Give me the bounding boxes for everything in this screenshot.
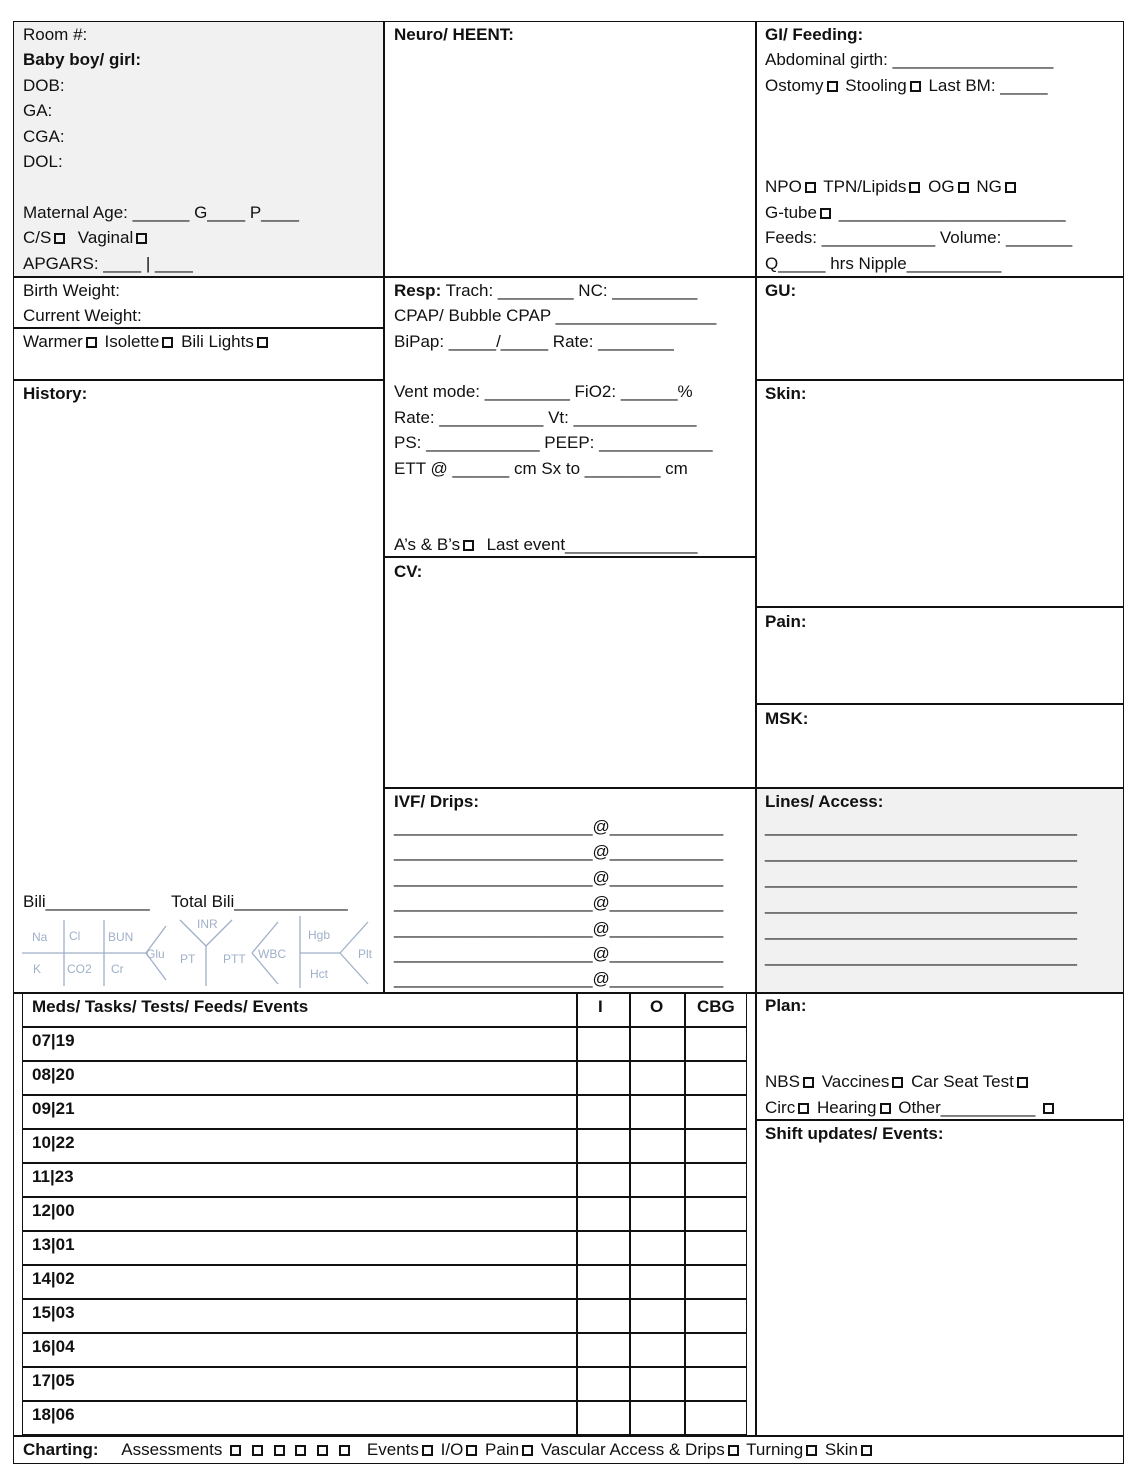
- assessment-checkbox[interactable]: [230, 1445, 241, 1456]
- skin-title: Skin:: [765, 384, 807, 403]
- vascular-checkbox[interactable]: [728, 1445, 739, 1456]
- gtube-label: G-tube: [765, 203, 817, 222]
- ivf-line[interactable]: _____________________@____________: [394, 842, 724, 861]
- turning-label: Turning: [746, 1440, 804, 1459]
- ga-label: GA:: [23, 101, 53, 120]
- divider-h-msk: [755, 703, 1124, 705]
- divider-h-history: [13, 379, 384, 381]
- gtube-checkbox[interactable]: [820, 208, 831, 219]
- car-seat-checkbox[interactable]: [1017, 1077, 1028, 1088]
- meds-row-line: [22, 1230, 747, 1232]
- gu-title: GU:: [765, 281, 797, 300]
- as-bs-label: A’s & B’s: [394, 535, 461, 554]
- divider-h-row1: [13, 276, 1124, 278]
- lab-na: Na: [32, 930, 48, 944]
- time-row-label: 15|03: [32, 1303, 75, 1322]
- ng-label: NG: [976, 177, 1002, 196]
- stooling-label: Stooling: [845, 76, 907, 95]
- warmer-label: Warmer: [23, 332, 83, 351]
- meds-row-line: [22, 1060, 747, 1062]
- time-row-label: 17|05: [32, 1371, 75, 1390]
- meds-col-o: O: [650, 997, 664, 1016]
- divider-h-cv: [383, 556, 756, 558]
- ivf-line[interactable]: _____________________@____________: [394, 919, 724, 938]
- ostomy-row: [765, 76, 1048, 96]
- maternal-age-field[interactable]: Maternal Age: ______ G____ P____: [23, 203, 299, 222]
- tpn-checkbox[interactable]: [909, 182, 920, 193]
- ostomy-label: Ostomy: [765, 76, 824, 95]
- cga-label: CGA:: [23, 127, 65, 146]
- history-title: History:: [23, 384, 88, 403]
- rate-vt-field[interactable]: Rate: ___________ Vt: _____________: [394, 408, 697, 427]
- pain-checkbox[interactable]: [522, 1445, 533, 1456]
- plan-row-1: [765, 1072, 1031, 1092]
- npo-checkbox[interactable]: [805, 182, 816, 193]
- circ-label: Circ: [765, 1098, 796, 1117]
- lab-hct: Hct: [310, 967, 328, 981]
- nbs-checkbox[interactable]: [803, 1077, 814, 1088]
- apgars-field[interactable]: APGARS: ____ | ____: [23, 254, 193, 273]
- last-bm-field[interactable]: Last BM: _____: [928, 76, 1048, 95]
- car-seat-label: Car Seat Test: [911, 1072, 1014, 1091]
- resp-title: Resp:: [394, 281, 442, 300]
- lab-fishbone-diagram: [18, 914, 380, 990]
- feeding-route-row: [765, 177, 1019, 197]
- ett-field[interactable]: ETT @ ______ cm Sx to ________ cm: [394, 459, 688, 478]
- ivf-line[interactable]: _____________________@____________: [394, 817, 724, 836]
- npo-label: NPO: [765, 177, 802, 196]
- dob-label: DOB:: [23, 76, 65, 95]
- room-label: Room #:: [23, 25, 88, 44]
- assessment-checkbox[interactable]: [317, 1445, 328, 1456]
- time-row-label: 18|06: [32, 1405, 75, 1424]
- meds-row-line: [22, 1400, 747, 1402]
- meds-row-line: [22, 1162, 747, 1164]
- time-row-label: 11|23: [32, 1167, 74, 1186]
- divider-h-skin: [755, 379, 1124, 381]
- isolette-checkbox[interactable]: [162, 337, 173, 348]
- cs-checkbox[interactable]: [54, 233, 65, 244]
- og-label: OG: [928, 177, 955, 196]
- divider-h-charting: [13, 1435, 1124, 1437]
- as-bs-checkbox[interactable]: [463, 540, 474, 551]
- lab-plt: Plt: [358, 947, 373, 961]
- abdominal-girth-field[interactable]: Abdominal girth: _________________: [765, 50, 1054, 69]
- trach-nc-field[interactable]: Trach: ________ NC: _________: [445, 281, 698, 300]
- lines-access-line[interactable]: _________________________________: [765, 843, 1078, 862]
- divider-h-weight: [13, 327, 384, 329]
- frequency-nipple-field[interactable]: Q_____ hrs Nipple__________: [765, 254, 1002, 273]
- lines-access-title: Lines/ Access:: [765, 792, 884, 811]
- vaccines-label: Vaccines: [821, 1072, 890, 1091]
- time-row-label: 14|02: [32, 1269, 75, 1288]
- assessment-checkbox[interactable]: [295, 1445, 306, 1456]
- cpap-field[interactable]: CPAP/ Bubble CPAP _________________: [394, 306, 717, 325]
- lab-co2: CO2: [67, 962, 92, 976]
- shift-updates-title: Shift updates/ Events:: [765, 1124, 944, 1143]
- vaginal-label: Vaginal: [77, 228, 134, 247]
- time-row-label: 09|21: [32, 1099, 75, 1118]
- skin-charting-label: Skin: [824, 1440, 858, 1459]
- warmer-checkbox[interactable]: [86, 337, 97, 348]
- time-row-label: 08|20: [32, 1065, 75, 1084]
- plan-title: Plan:: [765, 996, 807, 1015]
- lines-access-line[interactable]: _________________________________: [765, 947, 1078, 966]
- time-row-label: 07|19: [32, 1031, 75, 1050]
- meds-row-line: [22, 1196, 747, 1198]
- lines-access-line[interactable]: _________________________________: [765, 817, 1078, 836]
- pain-title: Pain:: [765, 612, 807, 631]
- turning-checkbox[interactable]: [806, 1445, 817, 1456]
- events-label: Events: [366, 1440, 419, 1459]
- meds-row-line: [22, 1332, 747, 1334]
- tpn-label: TPN/Lipids: [823, 177, 907, 196]
- meds-row-line: [22, 1026, 747, 1028]
- dol-label: DOL:: [23, 152, 63, 171]
- assessment-checkbox[interactable]: [252, 1445, 263, 1456]
- meds-row-line: [22, 1264, 747, 1266]
- as-bs-row: [394, 535, 697, 555]
- total-bili-field[interactable]: Total Bili____________: [171, 892, 348, 911]
- lab-ptt: PTT: [223, 952, 246, 966]
- pain-charting-label: Pain: [485, 1440, 520, 1459]
- vaccines-checkbox[interactable]: [892, 1077, 903, 1088]
- meds-row-line: [22, 1094, 747, 1096]
- io-label: I/O: [440, 1440, 464, 1459]
- current-weight-label: Current Weight:: [23, 306, 142, 325]
- charting-row: [23, 1440, 875, 1460]
- bili-lights-checkbox[interactable]: [257, 337, 268, 348]
- plan-row-2: [765, 1098, 1057, 1118]
- warmer-row: [23, 332, 271, 352]
- lab-wbc: WBC: [258, 947, 286, 961]
- vaginal-checkbox[interactable]: [136, 233, 147, 244]
- lines-access-line[interactable]: _________________________________: [765, 869, 1078, 888]
- io-checkbox[interactable]: [466, 1445, 477, 1456]
- lines-access-line[interactable]: _________________________________: [765, 895, 1078, 914]
- events-checkbox[interactable]: [422, 1445, 433, 1456]
- isolette-label: Isolette: [104, 332, 160, 351]
- gtube-row: [765, 203, 1066, 223]
- neuro-title: Neuro/ HEENT:: [394, 25, 514, 44]
- divider-v-2: [755, 21, 757, 1435]
- lab-cl: Cl: [69, 929, 81, 943]
- hearing-checkbox[interactable]: [880, 1103, 891, 1114]
- meds-row-line: [22, 1366, 747, 1368]
- time-row-label: 13|01: [32, 1235, 75, 1254]
- divider-v-1: [383, 21, 385, 993]
- ostomy-checkbox[interactable]: [827, 81, 838, 92]
- vent-mode-field[interactable]: Vent mode: _________ FiO2: ______%: [394, 382, 693, 401]
- gi-title: GI/ Feeding:: [765, 25, 864, 44]
- lab-hgb: Hgb: [308, 928, 331, 942]
- assessment-checkbox[interactable]: [339, 1445, 350, 1456]
- bili-field[interactable]: Bili___________: [23, 892, 150, 911]
- lab-cr: Cr: [111, 962, 124, 976]
- bipap-field[interactable]: BiPap: _____/_____ Rate: ________: [394, 332, 674, 351]
- gtube-field[interactable]: ________________________: [838, 203, 1066, 222]
- lines-access-line[interactable]: _________________________________: [765, 921, 1078, 940]
- meds-row-line: [22, 1298, 747, 1300]
- divider-h-ivf: [383, 787, 1124, 789]
- other-field[interactable]: Other__________: [898, 1098, 1036, 1117]
- ivf-line[interactable]: _____________________@____________: [394, 944, 724, 963]
- og-checkbox[interactable]: [958, 182, 969, 193]
- nbs-label: NBS: [765, 1072, 800, 1091]
- vascular-label: Vascular Access & Drips: [540, 1440, 725, 1459]
- hearing-label: Hearing: [816, 1098, 877, 1117]
- ivf-line[interactable]: _____________________@____________: [394, 868, 724, 887]
- lab-glu: Glu: [146, 947, 165, 961]
- stooling-checkbox[interactable]: [910, 81, 921, 92]
- meds-col-cbg: CBG: [697, 997, 735, 1016]
- assessments-label: Assessments: [121, 1440, 223, 1459]
- skin-checkbox[interactable]: [861, 1445, 872, 1456]
- divider-h-shift: [755, 1119, 1124, 1121]
- ps-peep-field[interactable]: PS: ____________ PEEP: ____________: [394, 433, 713, 452]
- last-event-field[interactable]: Last event______________: [486, 535, 698, 554]
- meds-col-i: I: [598, 997, 603, 1016]
- bili-lights-label: Bili Lights: [181, 332, 254, 351]
- feeds-volume-field[interactable]: Feeds: ____________ Volume: _______: [765, 228, 1073, 247]
- other-checkbox[interactable]: [1043, 1103, 1054, 1114]
- meds-row-line: [22, 1128, 747, 1130]
- lab-pt: PT: [180, 952, 196, 966]
- lab-k: K: [33, 962, 42, 976]
- delivery-type-row: [23, 228, 150, 248]
- baby-label: Baby boy/ girl:: [23, 50, 142, 69]
- ivf-line[interactable]: _____________________@____________: [394, 893, 724, 912]
- msk-title: MSK:: [765, 709, 809, 728]
- time-row-label: 10|22: [32, 1133, 75, 1152]
- ivf-line[interactable]: _____________________@____________: [394, 969, 724, 988]
- time-row-label: 16|04: [32, 1337, 75, 1356]
- cv-title: CV:: [394, 562, 423, 581]
- divider-h-pain: [755, 606, 1124, 608]
- time-row-label: 12|00: [32, 1201, 75, 1220]
- meds-header: Meds/ Tasks/ Tests/ Feeds/ Events: [32, 997, 309, 1016]
- circ-checkbox[interactable]: [798, 1103, 809, 1114]
- assessment-checkbox[interactable]: [274, 1445, 285, 1456]
- lab-bun: BUN: [108, 930, 134, 944]
- resp-trach-row: [394, 281, 697, 301]
- ng-checkbox[interactable]: [1005, 182, 1016, 193]
- birth-weight-label: Birth Weight:: [23, 281, 121, 300]
- cs-label: C/S: [23, 228, 52, 247]
- charting-title: Charting:: [23, 1440, 99, 1459]
- lab-inr: INR: [197, 917, 218, 931]
- ivf-title: IVF/ Drips:: [394, 792, 480, 811]
